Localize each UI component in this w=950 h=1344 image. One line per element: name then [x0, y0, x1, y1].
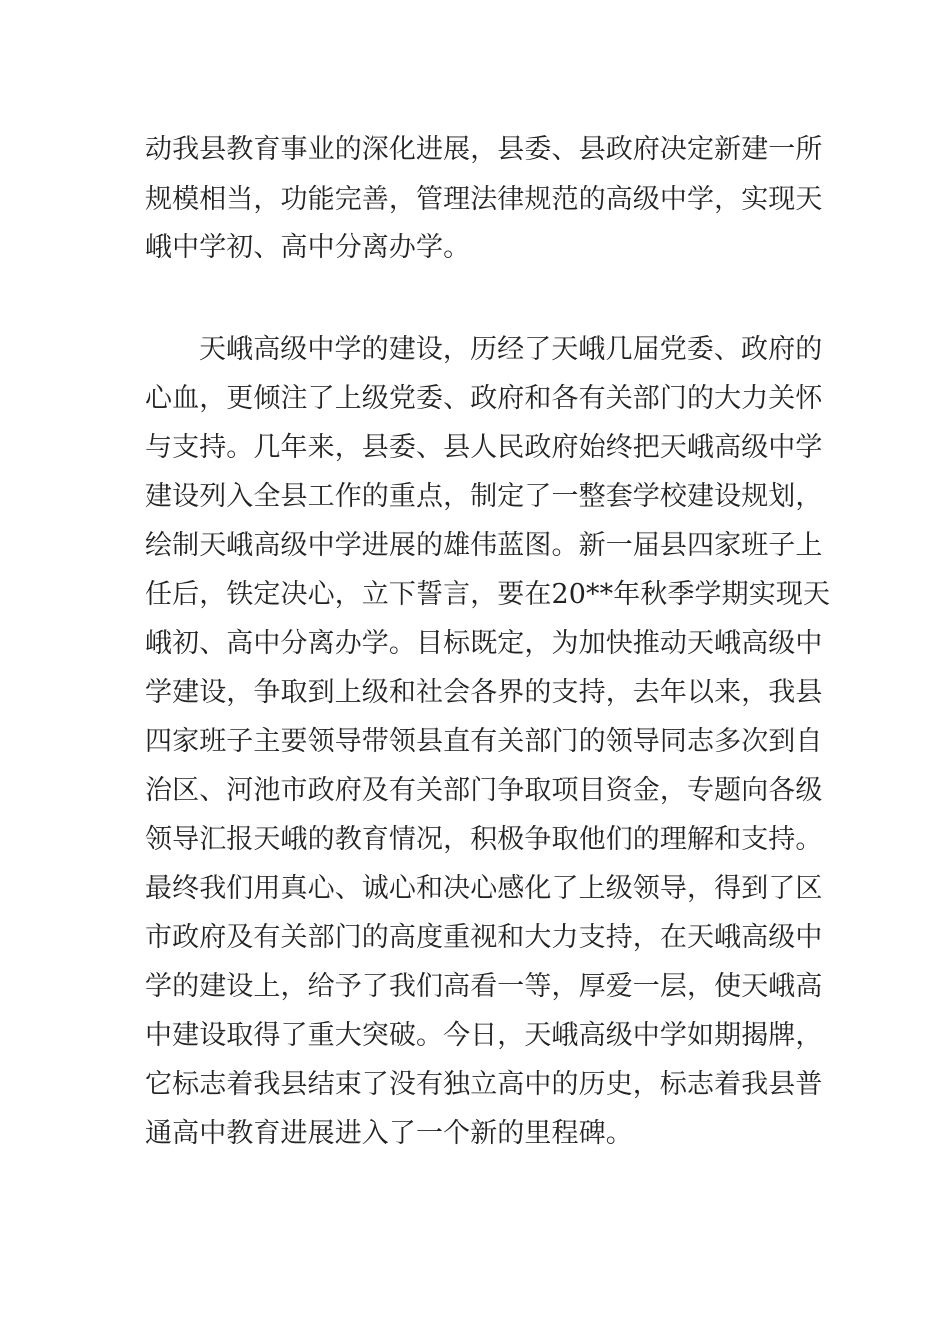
paragraph-line: 中建设取得了重大突破。今日，天峨高级中学如期揭牌， [145, 1020, 823, 1051]
paragraph-line: 学建设，争取到上级和社会各界的支持，去年以来，我县 [145, 677, 823, 708]
paragraph-line: 最终我们用真心、诚心和决心感化了上级领导，得到了区 [145, 873, 823, 904]
paragraph-line: 规模相当，功能完善，管理法律规范的高级中学，实现天 [145, 184, 823, 215]
paragraph-line: 领导汇报天峨的教育情况，积极争取他们的理解和支持。 [145, 824, 823, 855]
paragraph-line: 天峨高级中学的建设，历经了天峨几届党委、政府的 [199, 334, 823, 365]
paragraph-line: 动我县教育事业的深化进展，县委、县政府决定新建一所 [145, 134, 823, 165]
paragraph-line: 峨初、高中分离办学。目标既定，为加快推动天峨高级中 [145, 628, 823, 659]
paragraph-line: 市政府及有关部门的高度重视和大力支持，在天峨高级中 [145, 922, 823, 953]
paragraph-line: 通高中教育进展进入了一个新的里程碑。 [145, 1118, 633, 1149]
paragraph-line: 与支持。几年来，县委、县人民政府始终把天峨高级中学 [145, 432, 823, 463]
paragraph-line: 绘制天峨高级中学进展的雄伟蓝图。新一届县四家班子上 [145, 530, 823, 561]
paragraph-line: 治区、河池市政府及有关部门争取项目资金，专题向各级 [145, 775, 823, 806]
paragraph-line: 心血，更倾注了上级党委、政府和各有关部门的大力关怀 [145, 383, 823, 414]
paragraph-line: 峨中学初、高中分离办学。 [145, 232, 471, 263]
paragraph-line: 任后，铁定决心，立下誓言，要在20**年秋季学期实现天 [145, 579, 831, 610]
paragraph-line: 建设列入全县工作的重点，制定了一整套学校建设规划， [145, 481, 823, 512]
paragraph-line: 四家班子主要领导带领县直有关部门的领导同志多次到自 [145, 726, 823, 757]
paragraph-line: 它标志着我县结束了没有独立高中的历史，标志着我县普 [145, 1069, 823, 1100]
paragraph-line: 学的建设上，给予了我们高看一等，厚爱一层，使天峨高 [145, 971, 823, 1002]
